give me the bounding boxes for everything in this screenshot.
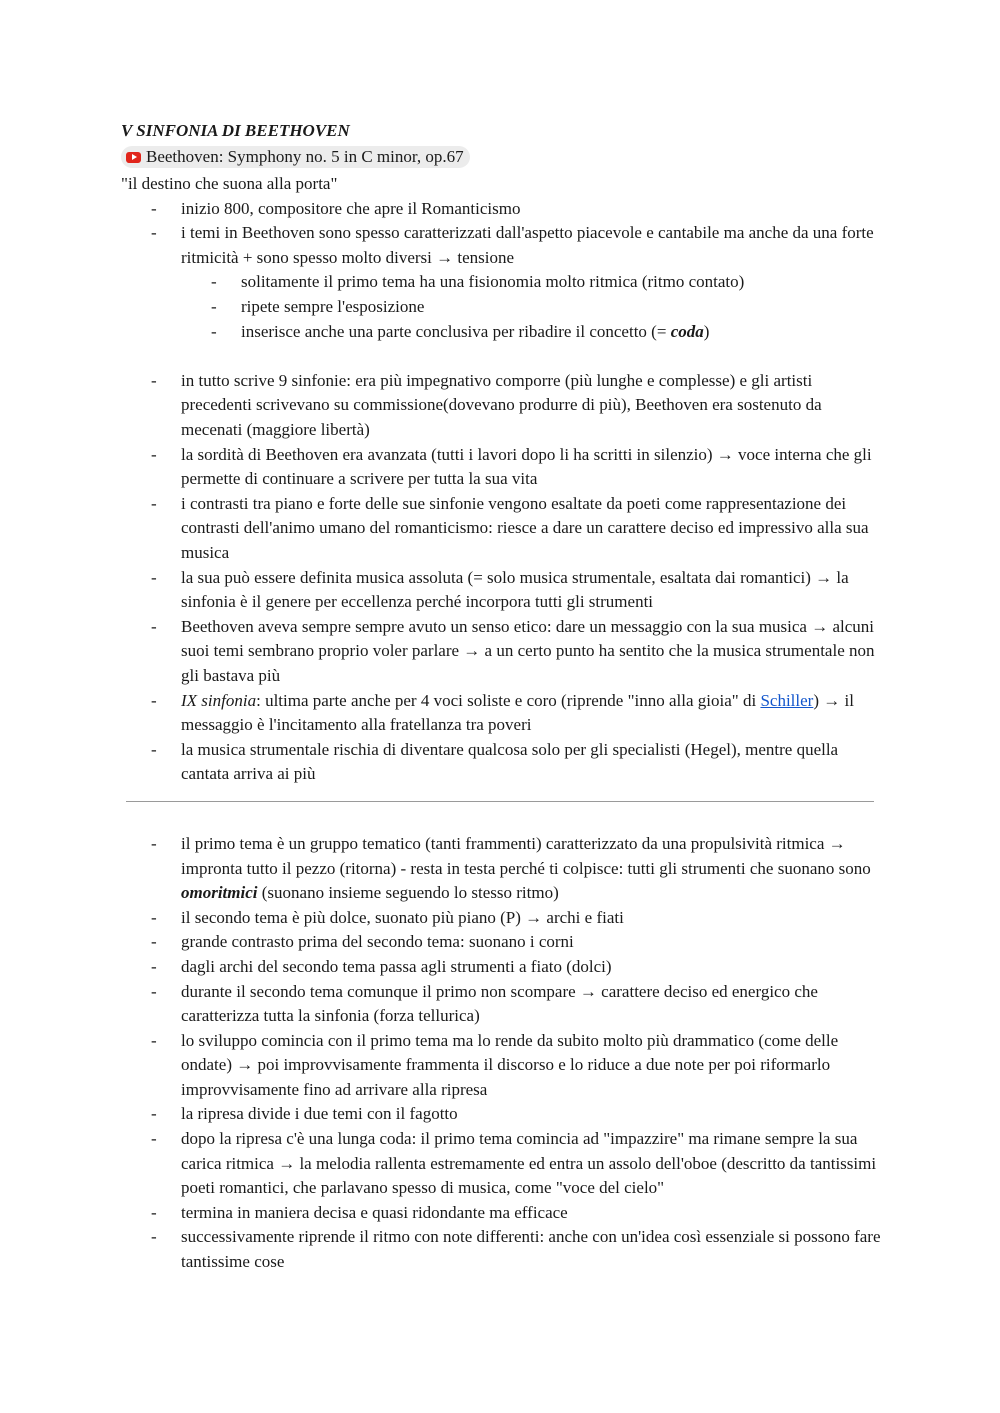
list-item: - termina in maniera decisa e quasi ridondante ma efficace: [121, 1201, 881, 1226]
bullet-list-intro: [121, 197, 881, 345]
sub-list-item: [181, 320, 881, 345]
list-item: - in tutto scrive 9 sinfonie: era più impegnativo comporre (più lunghe e complesse) e gli artisti precedenti scrivevano su commissione(dovevano produrre di più), Beethoven era sostenuto da mecenati (maggiore libertà): [121, 369, 881, 443]
schiller-link[interactable]: Schiller: [760, 690, 814, 710]
list-item: - la musica strumentale rischia di diventare qualcosa solo per gli specialisti (Hegel), mentre quella cantata arriva ai più: [121, 738, 881, 787]
list-item: - la sordità di Beethoven era avanzata (tutti i lavori dopo li ha scritti in silenzio) → voce interna che gli permette di continuare a scrivere per tutta la sua vita: [121, 443, 881, 492]
list-item: - dagli archi del secondo tema passa agli strumenti a fiato (dolci): [121, 955, 881, 980]
text-run: inserisce anche una parte conclusiva per ribadire il concetto (=: [241, 321, 671, 341]
bullet-list-analysis: [121, 832, 881, 1275]
list-item: - la sua può essere definita musica assoluta (= solo musica strumentale, esaltata dai romantici) → la sinfonia è il genere per eccellenza perché incorpora tutti gli strumenti: [121, 566, 881, 615]
quote-text: "il destino che suona alla porta": [121, 174, 338, 194]
list-item: - Beethoven aveva sempre sempre avuto un senso etico: dare un messaggio con la sua musica → alcuni suoi temi sembrano proprio voler parlare → a un certo punto ha sentito che la musica strumentale non gli bastava più: [121, 615, 881, 689]
list-item: - grande contrasto prima del secondo tema: suonano i corni: [121, 930, 881, 955]
list-item-text: i temi in Beethoven sono spesso caratterizzati dall'aspetto piacevole e cantabile ma anche da una forte ritmicità + sono spesso molto diversi → tensione: [181, 223, 874, 267]
list-item: - il secondo tema è più dolce, suonato più piano (P) → archi e fiati: [121, 906, 881, 931]
blank-line: [121, 344, 881, 369]
emphasis-omoritmici: omoritmici: [181, 883, 258, 903]
page-title: V SINFONIA DI BEETHOVEN: [121, 121, 350, 140]
list-item: - dopo la ripresa c'è una lunga coda: il primo tema comincia ad "impazzire" ma rimane sempre la sua carica ritmica → la melodia rallenta estremamente ed entra un assolo dell'oboe (descritto da tantissimi poeti romantici, che parlavano spesso di musica, come "voce del cielo": [121, 1127, 881, 1201]
list-item: - successivamente riprende il ritmo con note differenti: anche con un'idea così essenziale si possono fare tantissime cose: [121, 1225, 881, 1274]
list-item: - durante il secondo tema comunque il primo non scompare → carattere deciso ed energico che caratterizza tutta la sinfonia (forza tellurica): [121, 980, 881, 1029]
list-item: - i contrasti tra piano e forte delle sue sinfonie vengono esaltate da poeti come rappresentazione dei contrasti dell'animo umano del romanticismo: riesce a dare un carattere deciso ed impressivo alla sua musica: [121, 492, 881, 566]
list-item: [121, 832, 881, 906]
text-run: (suonano insieme seguendo lo stesso ritmo): [257, 883, 559, 903]
text-run: ) → il messaggio è l'incitamento alla fratellanza tra poveri: [181, 690, 854, 735]
sub-bullet-list: [181, 270, 881, 344]
list-item: [121, 689, 881, 738]
list-item: - inizio 800, compositore che apre il Romanticismo: [121, 197, 881, 222]
text-run: ): [703, 321, 710, 341]
bullet-list-context: [121, 369, 881, 787]
sub-list-item: - ripete sempre l'esposizione: [181, 295, 881, 320]
list-item: - la ripresa divide i due temi con il fagotto: [121, 1102, 881, 1127]
blank-line: [121, 802, 881, 832]
document-page: [121, 118, 881, 1275]
video-chip-label: Beethoven: Symphony no. 5 in C minor, op.67: [146, 147, 464, 166]
text-run: : ultima parte anche per 4 voci soliste e coro (riprende "inno alla gioia" di: [256, 690, 761, 710]
emphasis-coda: coda: [670, 321, 704, 341]
sub-list-item: - solitamente il primo tema ha una fisionomia molto ritmica (ritmo contato): [181, 270, 881, 295]
list-item: - lo sviluppo comincia con il primo tema ma lo rende da subito molto più drammatico (come delle ondate) → poi improvvisamente frammenta il discorso e lo riduce a due note per poi riformarlo improvvisamente fino ad arrivare alla ripresa: [121, 1029, 881, 1103]
video-chip[interactable]: [121, 146, 470, 168]
list-item: [121, 221, 881, 344]
emphasis-ix-sinfonia: IX sinfonia: [181, 690, 257, 710]
youtube-icon: [126, 152, 141, 163]
text-run: il primo tema è un gruppo tematico (tanti frammenti) caratterizzato da una propulsività ritmica → impronta tutto il pezzo (ritorna) - resta in testa perché ti colpisce: tutti gli strumenti che suonano sono: [181, 833, 871, 878]
